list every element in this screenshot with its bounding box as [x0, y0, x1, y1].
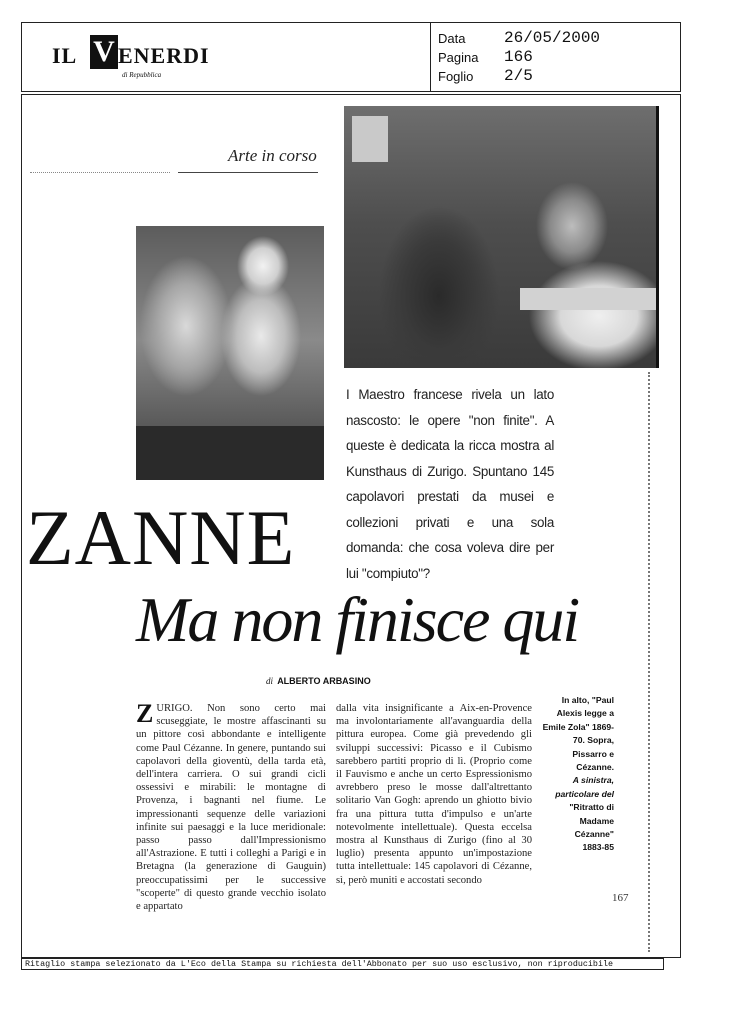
- intro-text: I Maestro francese rivela un lato nascosto: le opere "non finite". A queste è dedicata la ricca mostra al Kunsthaus di Zurigo. Spuntano 145 capolavori prestati da musei e collezioni privati e una sola domanda: che cosa voleva dire per lui "compiuto"?: [346, 387, 554, 581]
- logo-subtitle: di Repubblica: [122, 71, 162, 79]
- meta-label: Foglio: [438, 69, 474, 84]
- painting-shelf: [520, 288, 656, 310]
- painting-ground: [136, 426, 324, 480]
- photo-caption: [538, 694, 614, 855]
- caption-line-2: A sinistra, particolare del: [555, 775, 614, 799]
- caption-line-3: "Ritratto di Madame Cézanne": [569, 802, 614, 840]
- headline-subtitle: Ma non finisce qui: [136, 584, 579, 655]
- column-1-text: URIGO. Non sono certo mai scuseggiate, le mostre affascinanti su un pittore così abbondante e intelligente come Paul Cézanne. In genere, puntando sui capolavori della gioventù, della tarda età, dell'intera carriera. O sui grandi cicli ossessivi e mirabili: le montagne di Provenza, i bagnanti nel fiume. Le impressionanti sequenze delle variazioni infinite sui paesaggi e la luce meridionale: passo passo dall'Impressionismo all'Astrazione. E tutti i colleghi a Parigi e in Bretagna (la generazione di Gauguin) preoccupatissimi per le successive "scoperte" di questo grande vecchio isolato e appartato: [136, 703, 326, 913]
- masthead-box: [21, 22, 681, 92]
- scan-edge-strip: [648, 372, 664, 952]
- meta-value: 26/05/2000: [504, 29, 601, 47]
- body-column-2: [336, 702, 532, 887]
- caption-line-4: 1883-85: [582, 842, 614, 853]
- page-number: 167: [612, 892, 629, 904]
- logo-il: IL: [52, 43, 78, 68]
- meta-value: 166: [504, 48, 533, 66]
- dropcap-letter: Z: [136, 699, 154, 728]
- rubric-title: Arte in corso: [228, 146, 317, 165]
- meta-label: Pagina: [438, 50, 479, 65]
- clipping-footer: Ritaglio stampa selezionato da L'Eco della Stampa su richiesta dell'Abbonato per suo uso esclusivo, non riproducibile: [21, 958, 664, 970]
- meta-cell: [430, 23, 680, 91]
- byline-author: ALBERTO ARBASINO: [277, 676, 371, 686]
- painting-window: [352, 116, 388, 162]
- column-2-text: dalla vita insignificante a Aix-en-Provence ma involontariamente all'avanguardia della pittura europea. Come già prevedendo gli sviluppi successivi: Picasso e il Cubismo sarebbero partiti proprio di lì. (Proprio come il Fauvismo e anche un certo Espressionismo avrebbero preso le mosse dall'altrettanto solitario Van Gogh: aprendo un ghiotto bivio fra una pittura tutta d'impulso e un'arte notevolmente intellettuale). Questa eccelsa mostra al Kunsthaus di Zurigo (fino al 30 luglio) presenta appunto un'impostazione tutta intellettuale: 145 capolavori di Cézanne, sì, però muniti e accostati secondo: [336, 703, 532, 886]
- painting-photo-top: [344, 106, 659, 368]
- rubric-rule: [178, 172, 318, 173]
- logo-venerdi: ENERDI: [118, 43, 210, 68]
- dotted-rule: [30, 172, 170, 174]
- headline-title: ZANNE: [26, 494, 296, 581]
- logo-cell: [22, 23, 431, 91]
- meta-label: Data: [438, 31, 466, 46]
- meta-value: 2/5: [504, 67, 533, 85]
- logo-v: V: [90, 35, 118, 69]
- caption-line-1: In alto, "Paul Alexis legge a Emile Zola" 1869-70. Sopra, Pissarro e Cézanne.: [542, 695, 614, 773]
- painting-photo-left: [136, 226, 324, 480]
- body-column-1: [136, 699, 326, 913]
- byline-prefix: di: [266, 676, 274, 686]
- byline: [266, 676, 371, 686]
